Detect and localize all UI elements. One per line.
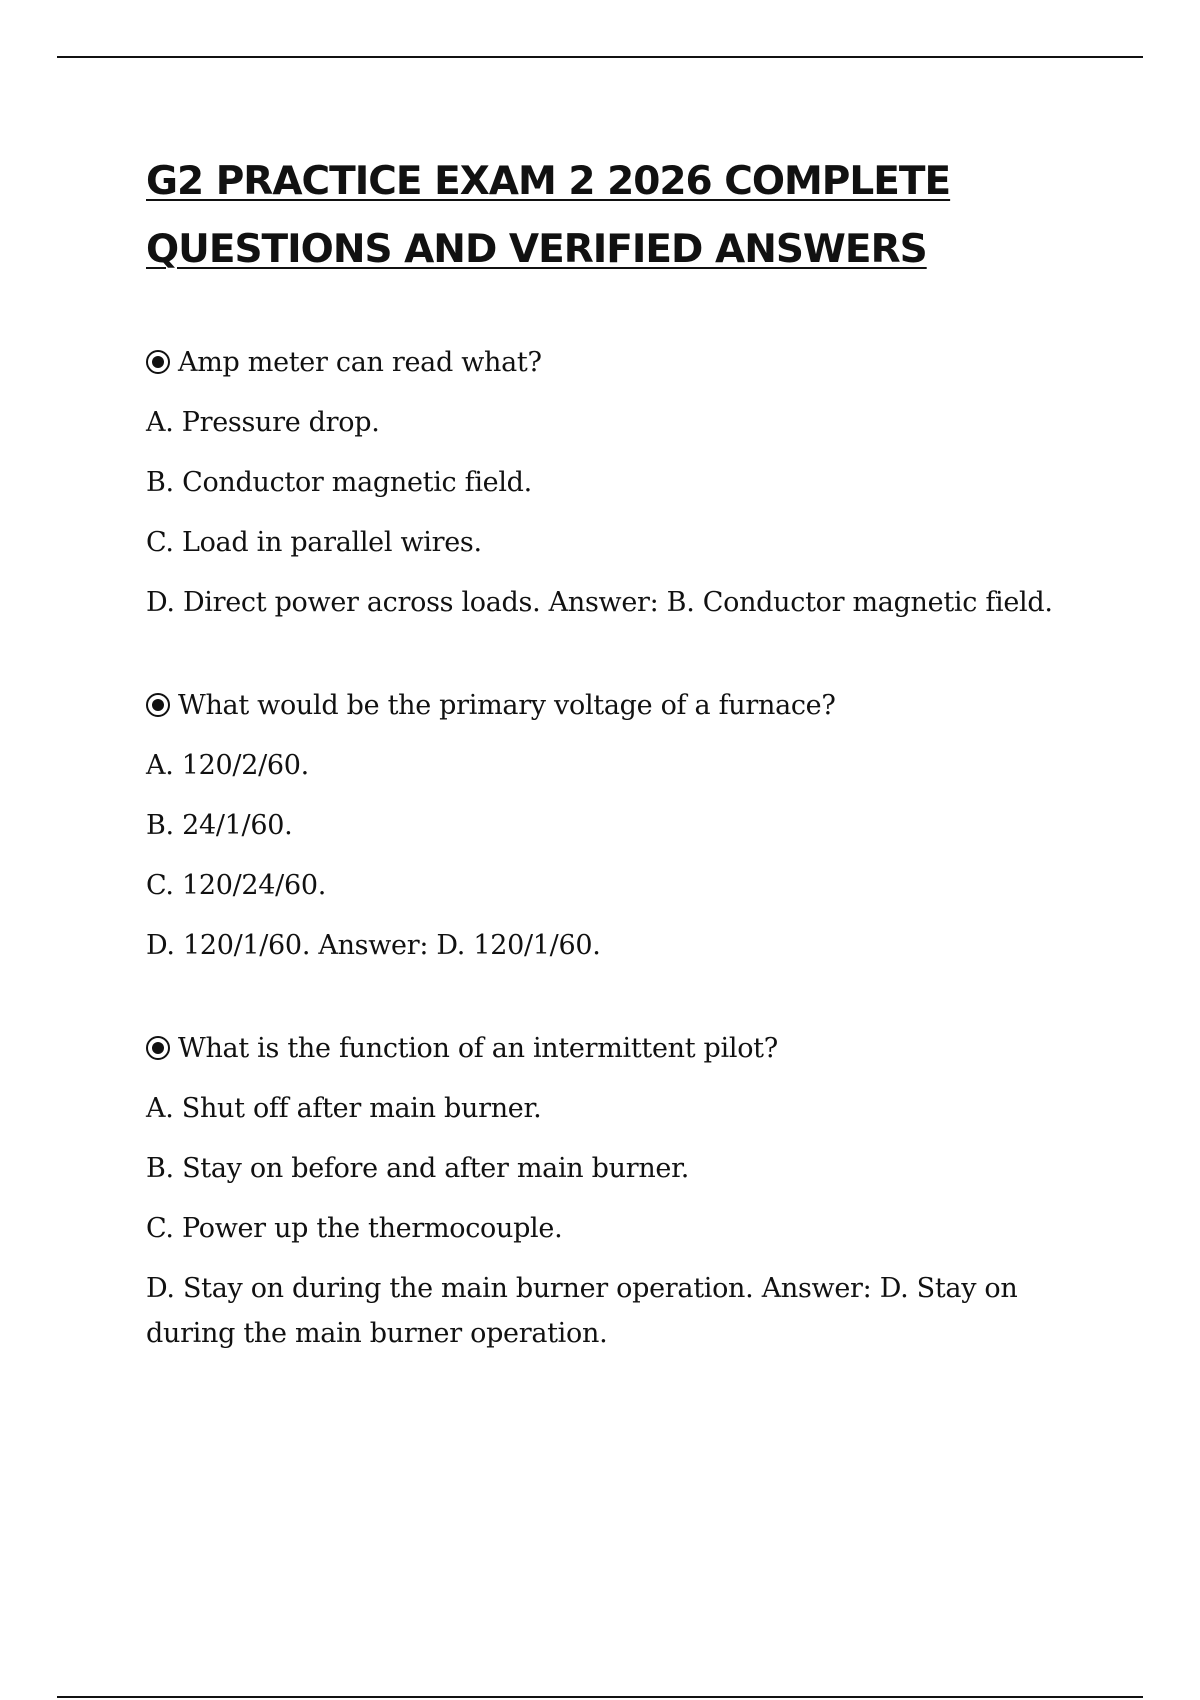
option-d-with-answer: D. 120/1/60. Answer: D. 120/1/60.	[146, 930, 601, 961]
document-title	[146, 148, 1106, 284]
question-prompt	[146, 1026, 1106, 1071]
question-text: What is the function of an intermittent pilot?	[178, 1033, 778, 1064]
question-block-2	[146, 683, 1106, 968]
question-text: Amp meter can read what?	[178, 347, 542, 378]
option-a: A. Shut off after main burner.	[146, 1093, 542, 1124]
option-c: C. Power up the thermocouple.	[146, 1213, 563, 1244]
title-line-2: QUESTIONS AND VERIFIED ANSWERS	[146, 227, 927, 272]
radio-bullet-icon	[146, 1036, 170, 1060]
option-c: C. Load in parallel wires.	[146, 527, 482, 558]
option-b: B. Conductor magnetic field.	[146, 467, 532, 498]
radio-bullet-icon	[146, 350, 170, 374]
question-text: What would be the primary voltage of a furnace?	[178, 690, 836, 721]
option-c: C. 120/24/60.	[146, 870, 326, 901]
question-block-3	[146, 1026, 1106, 1356]
option-a: A. Pressure drop.	[146, 407, 380, 438]
radio-bullet-icon	[146, 693, 170, 717]
question-block-1	[146, 340, 1106, 625]
question-prompt	[146, 340, 1106, 385]
option-d-with-answer: D. Direct power across loads. Answer: B. Conductor magnetic field.	[146, 587, 1053, 618]
title-line-1: G2 PRACTICE EXAM 2 2026 COMPLETE	[146, 159, 951, 204]
option-b: B. 24/1/60.	[146, 810, 293, 841]
document-content	[146, 148, 1106, 1414]
header-rule	[57, 56, 1143, 58]
question-prompt	[146, 683, 1106, 728]
footer-rule	[57, 1696, 1143, 1698]
option-d-with-answer: D. Stay on during the main burner operation. Answer: D. Stay on during the main burner operation.	[146, 1273, 1018, 1349]
option-b: B. Stay on before and after main burner.	[146, 1153, 690, 1184]
option-a: A. 120/2/60.	[146, 750, 309, 781]
